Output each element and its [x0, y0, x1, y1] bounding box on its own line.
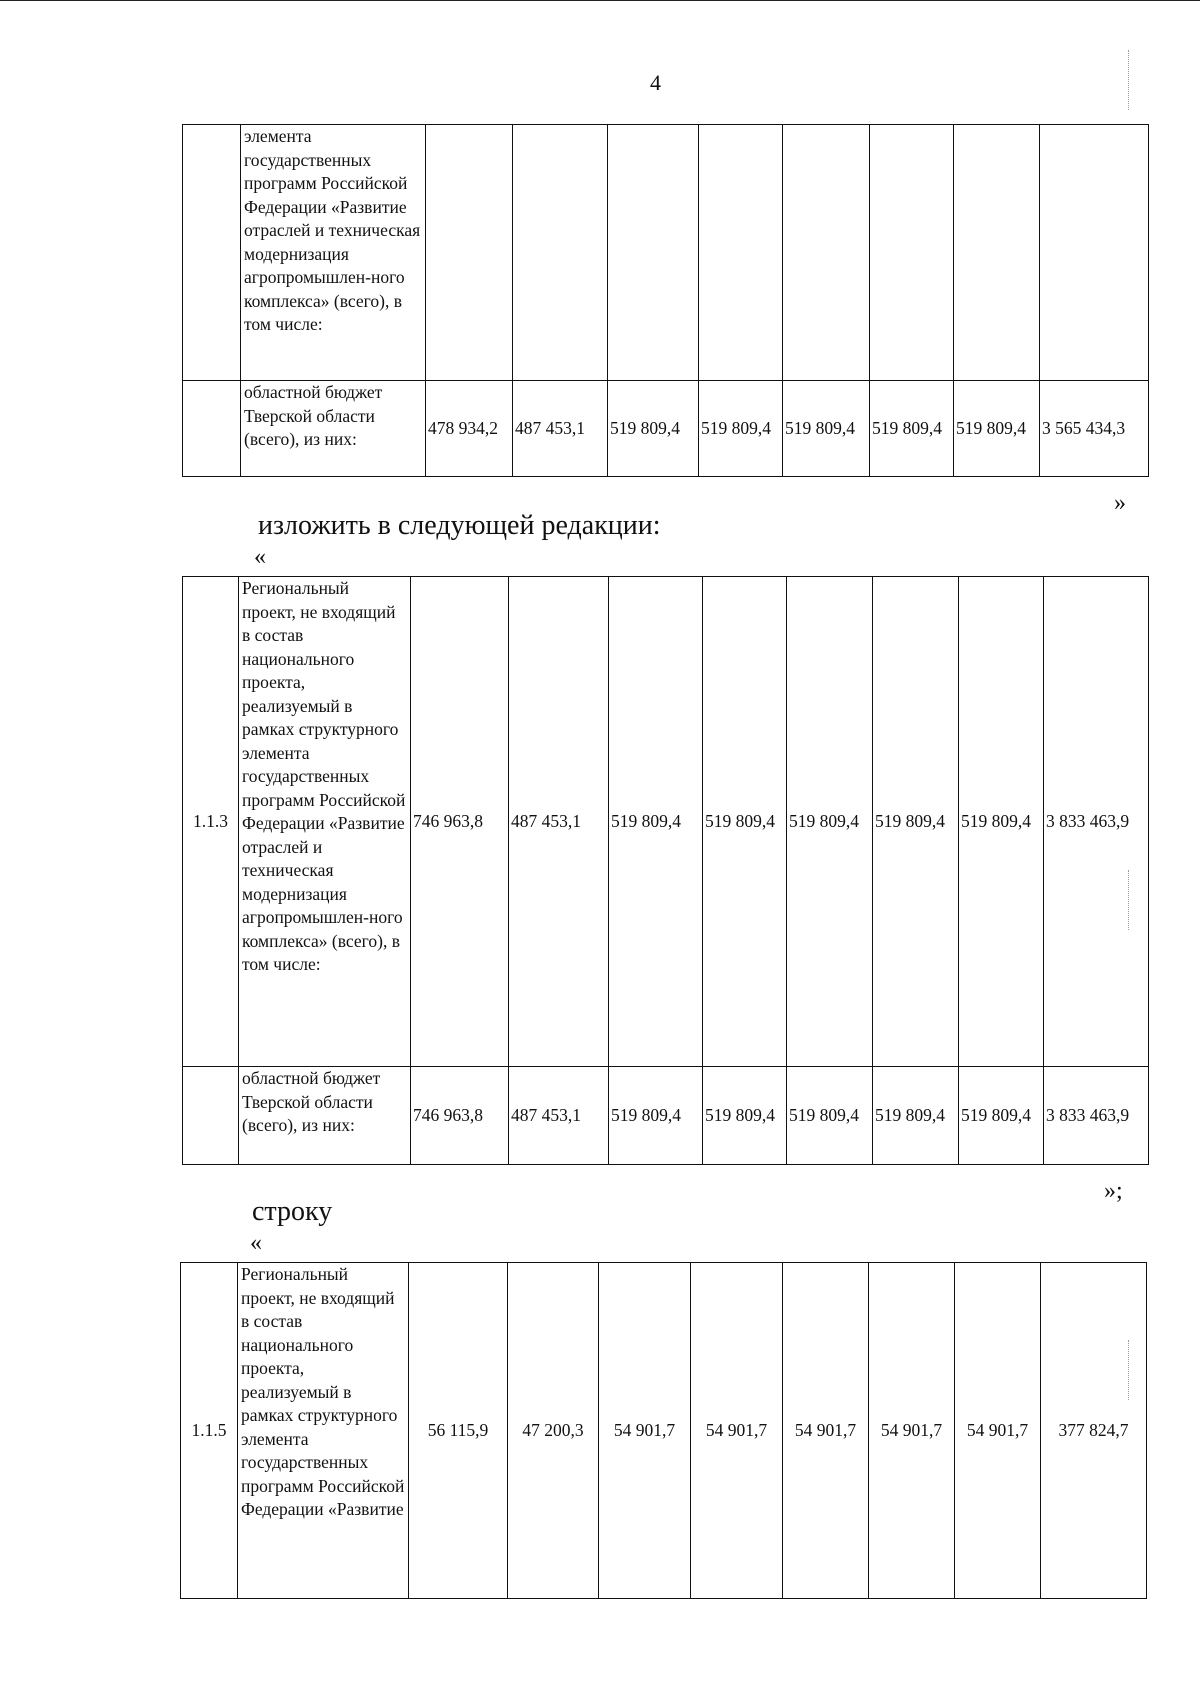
value-cell: 3 565 434,3 — [1040, 381, 1149, 477]
value-cell: 519 809,4 — [699, 381, 783, 477]
margin-mark — [1128, 50, 1147, 110]
value-cell: 487 453,1 — [513, 381, 608, 477]
value-cell: 519 809,4 — [783, 381, 870, 477]
value-cell: 519 809,4 — [787, 1067, 873, 1165]
table-row — [183, 381, 1149, 477]
value-cell: 478 934,2 — [426, 381, 513, 477]
row-code — [183, 125, 241, 381]
table-row — [183, 1067, 1149, 1165]
table-row — [181, 1263, 1147, 1599]
value-cell: 519 809,4 — [703, 1067, 787, 1165]
value-cell — [1040, 125, 1149, 381]
value-cell — [426, 125, 513, 381]
value-cell: 54 901,7 — [599, 1263, 691, 1599]
value-cell: 54 901,7 — [783, 1263, 869, 1599]
table-row — [183, 125, 1149, 381]
table-row — [183, 577, 1149, 1067]
row-description: областной бюджет Тверской области (всего), из них: — [241, 381, 426, 477]
close-quote: » — [1114, 490, 1126, 516]
row-code: 1.1.3 — [183, 577, 239, 1067]
value-cell: 487 453,1 — [509, 1067, 609, 1165]
value-cell: 519 809,4 — [959, 577, 1044, 1067]
value-cell: 56 115,9 — [409, 1263, 508, 1599]
value-cell: 519 809,4 — [873, 1067, 959, 1165]
top-edge-line — [0, 0, 1200, 1]
close-quote: »; — [1104, 1178, 1123, 1204]
row-code: 1.1.5 — [181, 1263, 238, 1599]
value-cell — [608, 125, 699, 381]
value-cell — [513, 125, 608, 381]
row-code — [183, 381, 241, 477]
value-cell — [954, 125, 1040, 381]
section-heading: строку — [252, 1196, 333, 1227]
value-cell: 54 901,7 — [955, 1263, 1041, 1599]
row-code — [183, 1067, 239, 1165]
value-cell: 519 809,4 — [959, 1067, 1044, 1165]
value-cell — [870, 125, 954, 381]
value-cell: 519 809,4 — [873, 577, 959, 1067]
open-quote: « — [254, 544, 266, 570]
row-description: элемента государственных программ Российской Федерации «Развитие отраслей и техническая модернизация агропромышлен-ного комплекса» (всего), в том числе: — [241, 125, 426, 381]
budget-table-old — [182, 124, 1149, 477]
value-cell: 519 809,4 — [954, 381, 1040, 477]
value-cell: 487 453,1 — [509, 577, 609, 1067]
value-cell: 746 963,8 — [411, 577, 509, 1067]
value-cell: 54 901,7 — [691, 1263, 783, 1599]
value-cell: 746 963,8 — [411, 1067, 509, 1165]
value-cell: 519 809,4 — [609, 1067, 703, 1165]
value-cell — [783, 125, 870, 381]
value-cell: 377 824,7 — [1041, 1263, 1147, 1599]
value-cell: 519 809,4 — [609, 577, 703, 1067]
row-description: Региональный проект, не входящий в состав национального проекта, реализуемый в рамках структурного элемента государственных программ Российской Федерации «Развитие отраслей и техническая модернизация агропромышлен-ного комплекса» (всего), в том числе: — [239, 577, 411, 1067]
budget-table-new — [182, 576, 1149, 1165]
value-cell: 3 833 463,9 — [1044, 1067, 1149, 1165]
row-description: областной бюджет Тверской области (всего), из них: — [239, 1067, 411, 1165]
value-cell: 519 809,4 — [608, 381, 699, 477]
value-cell: 47 200,3 — [508, 1263, 599, 1599]
open-quote: « — [250, 1230, 262, 1256]
row-description: Региональный проект, не входящий в состав национального проекта, реализуемый в рамках структурного элемента государственных программ Российской Федерации «Развитие — [238, 1263, 409, 1599]
value-cell — [699, 125, 783, 381]
section-heading: изложить в следующей редакции: — [258, 510, 661, 541]
page-number: 4 — [650, 70, 661, 95]
value-cell: 519 809,4 — [703, 577, 787, 1067]
budget-table-next — [180, 1262, 1147, 1599]
value-cell: 519 809,4 — [787, 577, 873, 1067]
value-cell: 519 809,4 — [870, 381, 954, 477]
value-cell: 54 901,7 — [869, 1263, 955, 1599]
value-cell: 3 833 463,9 — [1044, 577, 1149, 1067]
